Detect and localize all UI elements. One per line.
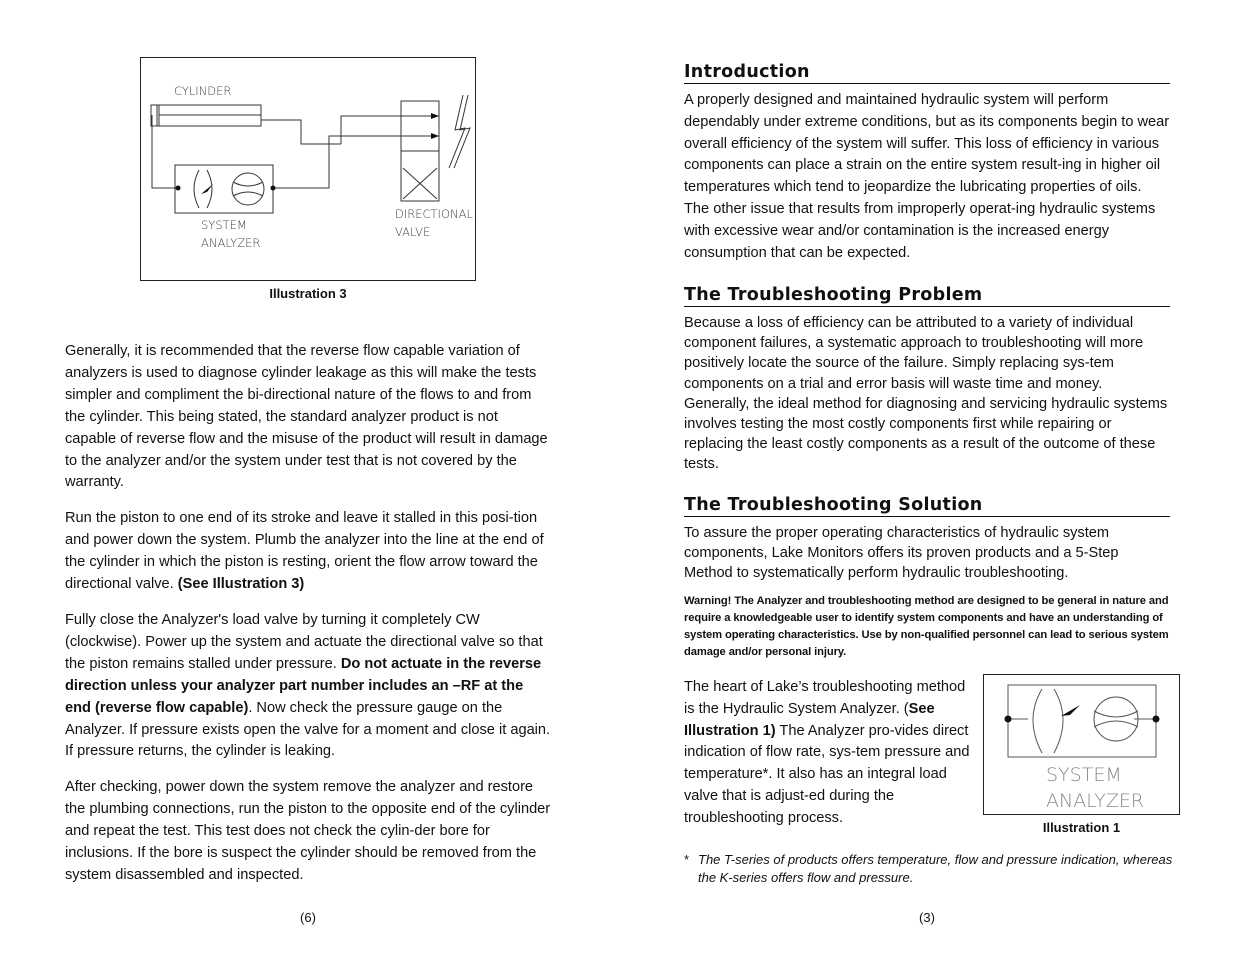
analyzer-label-line1: SYSTEM [1046, 764, 1122, 786]
see-illustration-1-ref: See Illustration 1) [684, 700, 935, 739]
paragraph-after-checking: After checking, power down the system remove the analyzer and restore the plumbing connections, run the piston to the opposite end of the cylinder and repeat the test. This test does not check the cylin-der bore for inclusions. If the bore is suspect the cylinder should be removed from the system disassembled and inspected. [65, 779, 551, 883]
analyzer-label-line1: SYSTEM [201, 218, 247, 232]
analyzer-description [684, 677, 974, 830]
illustration-3-figure [140, 57, 476, 281]
paragraph-reverse-flow: Generally, it is recommended that the reverse flow capable variation of analyzers is used to diagnose cylinder leakage as this will make the tests simpler and compliment the bi-directional nature of the flows to and from the cylinder. This being stated, the standard analyzer product is not capable of reverse flow and the misuse of the product will result in damage to the analyzer and/or the system under test that is not covered by the warranty. [65, 343, 548, 491]
system-analyzer-body [175, 165, 273, 213]
paragraph-close-valve [65, 610, 553, 763]
troubleshooting-solution-body: To assure the proper operating characteristics of hydraulic system components, Lake Monitors offers its proven products and a 5-Step Method to systematically perform hydraulic troubleshooting. [684, 525, 1119, 582]
page-number-right: (3) [919, 910, 935, 925]
footnote-text: The T-series of products offers temperature, flow and pressure indication, whereas the K-series offers flow and pressure. [698, 852, 1173, 885]
cylinder-label: CYLINDER [174, 84, 232, 98]
text-run: The heart of Lake’s troubleshooting method is the Hydraulic System Analyzer. ( [684, 679, 966, 717]
warning-notice: Warning! The Analyzer and troubleshooting method are designed to be general in nature and require a knowledgeable user to identify system components and have an understanding of system operating characteristics. Use by non-qualified personnel can lead to serious system damage and/or personal injury. [684, 595, 1169, 658]
page-number-left: (6) [300, 910, 316, 925]
text-run: . Now check the pressure gauge on the Analyzer. If pressure exists open the valve for a moment and close it again. If pressure returns, the cylinder is leaking. [65, 699, 551, 760]
system-analyzer-diagram [984, 675, 1179, 814]
illustration-1-figure [983, 674, 1180, 815]
illustration-1-caption: Illustration 1 [1042, 820, 1121, 835]
valve-label-line2: VALVE [395, 225, 431, 239]
analyzer-outline [1008, 685, 1156, 757]
introduction-body: A properly designed and maintained hydraulic system will perform dependably under extreme conditions, but as its components begin to wear overall efficiency of the system will suffer. This loss of efficiency in various components can place a strain on the entire system result-ing in higher oil temperatures which tend to jeopardize the lubricating properties of oils. The other issue that results from improperly operat-ing hydraulic systems with excessive wear and/or contamination is the increased energy consumption that can be expected. [684, 92, 1170, 261]
heading-introduction: Introduction [684, 62, 1170, 84]
hydraulic-circuit-diagram [141, 58, 475, 280]
valve-label-line1: DIRECTIONAL [395, 207, 473, 221]
heading-troubleshooting-solution: The Troubleshooting Solution [684, 495, 1170, 517]
see-illustration-3-ref: (See Illustration 3) [177, 576, 305, 593]
troubleshooting-problem-body: Because a loss of efficiency can be attributed to a variety of individual component failures, a systematic approach to troubleshooting will more positively locate the source of the failure. Simply replacing sys-tem components on a trial and error basis will waste time and money. Generally, the ideal method for diagnosing and servicing hydraulic systems involves testing the most costly components first while repairing or replacing the least costly components as a result of the outcome of these tests. [684, 315, 1168, 473]
analyzer-label-line2: ANALYZER [201, 236, 261, 250]
text-run: The Analyzer pro-vides direct indication of flow rate, sys-tem pressure and temperature*. It also has an integral load valve that is adjust-ed during the troubleshooting process. [684, 722, 970, 826]
heading-troubleshooting-problem: The Troubleshooting Problem [684, 285, 1170, 307]
analyzer-label-line2: ANALYZER [1046, 790, 1145, 812]
left-page-text [65, 341, 553, 901]
footnote [684, 851, 1184, 886]
footnote-mark: * [684, 852, 690, 867]
text-run: Run the piston to one end of its stroke and leave it stalled in this posi-tion and power down the system. Plumb the analyzer into the line at the end of the cylinder in which the piston is resting, orient the flow arrow toward the directional valve. [65, 510, 544, 593]
text-run: Fully close the Analyzer's load valve by turning it completely CW (clockwise). Power up the system and actuate the directional valve so that the piston remains stalled under pressure. [65, 611, 543, 672]
paragraph-run-piston [65, 508, 553, 596]
warning-reverse-direction: Do not actuate in the reverse direction unless your analyzer part number includes an –RF at the end (reverse flow capable) [65, 655, 542, 716]
illustration-3-caption: Illustration 3 [269, 286, 347, 301]
